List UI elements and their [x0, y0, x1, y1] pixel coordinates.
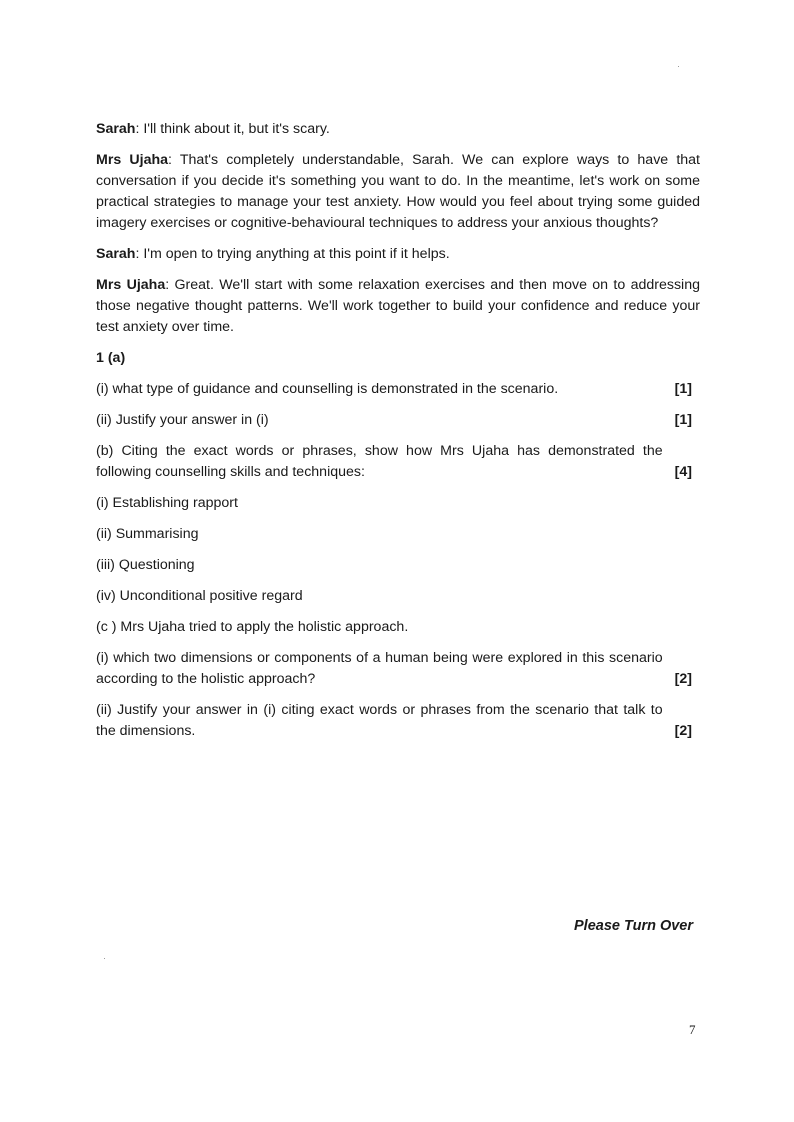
mark-allocation: [4] [674, 464, 692, 480]
dialogue-line-3 [96, 244, 700, 265]
mark-allocation: [2] [674, 723, 692, 739]
dialogue-text: : I'm open to trying anything at this point if it helps. [135, 246, 450, 262]
speaker-name: Mrs Ujaha [96, 277, 166, 293]
question-text: (i) which two dimensions or components of a human being were explored in this scenario according to the holistic approach? [96, 650, 663, 687]
please-turn-over: Please Turn Over [574, 918, 694, 934]
mark-allocation: [2] [674, 671, 692, 687]
question-text: (ii) Justify your answer in (i) citing exact words or phrases from the scenario that talk to the dimensions. [96, 702, 663, 739]
dialogue-line-2 [96, 150, 700, 234]
dialogue-text: : That's completely understandable, Sarah. We can explore ways to have that conversation if you decide it's something you want to do. In the meantime, let's work on some practical strategies to manage your test anxiety. How would you feel about trying some guided imagery exercises or cognitive-behavioural techniques to address your anxious thoughts? [96, 152, 701, 231]
question-heading [96, 348, 700, 369]
question-b-item: (iii) Questioning [96, 557, 195, 573]
question-text: (ii) Justify your answer in (i) [96, 412, 269, 428]
question-b [96, 441, 700, 483]
mark-allocation: [1] [674, 412, 692, 428]
question-a-i [96, 379, 700, 400]
scan-speck [104, 958, 105, 959]
question-c-i [96, 648, 700, 690]
dialogue-text: : Great. We'll start with some relaxation exercises and then move on to addressing those negative thought patterns. We'll work together to build your confidence and reduce your test anxiety over time. [96, 277, 700, 335]
document-body [96, 119, 700, 752]
question-c-ii [96, 700, 700, 742]
question-text: (b) Citing the exact words or phrases, show how Mrs Ujaha has demonstrated the following counselling skills and techniques: [96, 443, 663, 480]
speaker-name: Sarah [96, 121, 136, 137]
question-b-item: (iv) Unconditional positive regard [96, 588, 303, 604]
scan-speck [678, 66, 679, 67]
speaker-name: Sarah [96, 246, 136, 262]
dialogue-line-4 [96, 275, 700, 338]
question-b-item: (i) Establishing rapport [96, 495, 238, 511]
question-a-ii [96, 410, 700, 431]
question-text: (i) what type of guidance and counselling is demonstrated in the scenario. [96, 381, 559, 397]
question-b-item: (ii) Summarising [96, 526, 199, 542]
speaker-name: Mrs Ujaha [96, 152, 169, 168]
dialogue-line-1 [96, 119, 700, 140]
dialogue-text: : I'll think about it, but it's scary. [135, 121, 330, 137]
question-number: 1 (a) [96, 350, 126, 366]
mark-allocation: [1] [674, 381, 692, 397]
page-number: 7 [689, 1022, 696, 1037]
question-c: (c ) Mrs Ujaha tried to apply the holistic approach. [96, 619, 409, 635]
